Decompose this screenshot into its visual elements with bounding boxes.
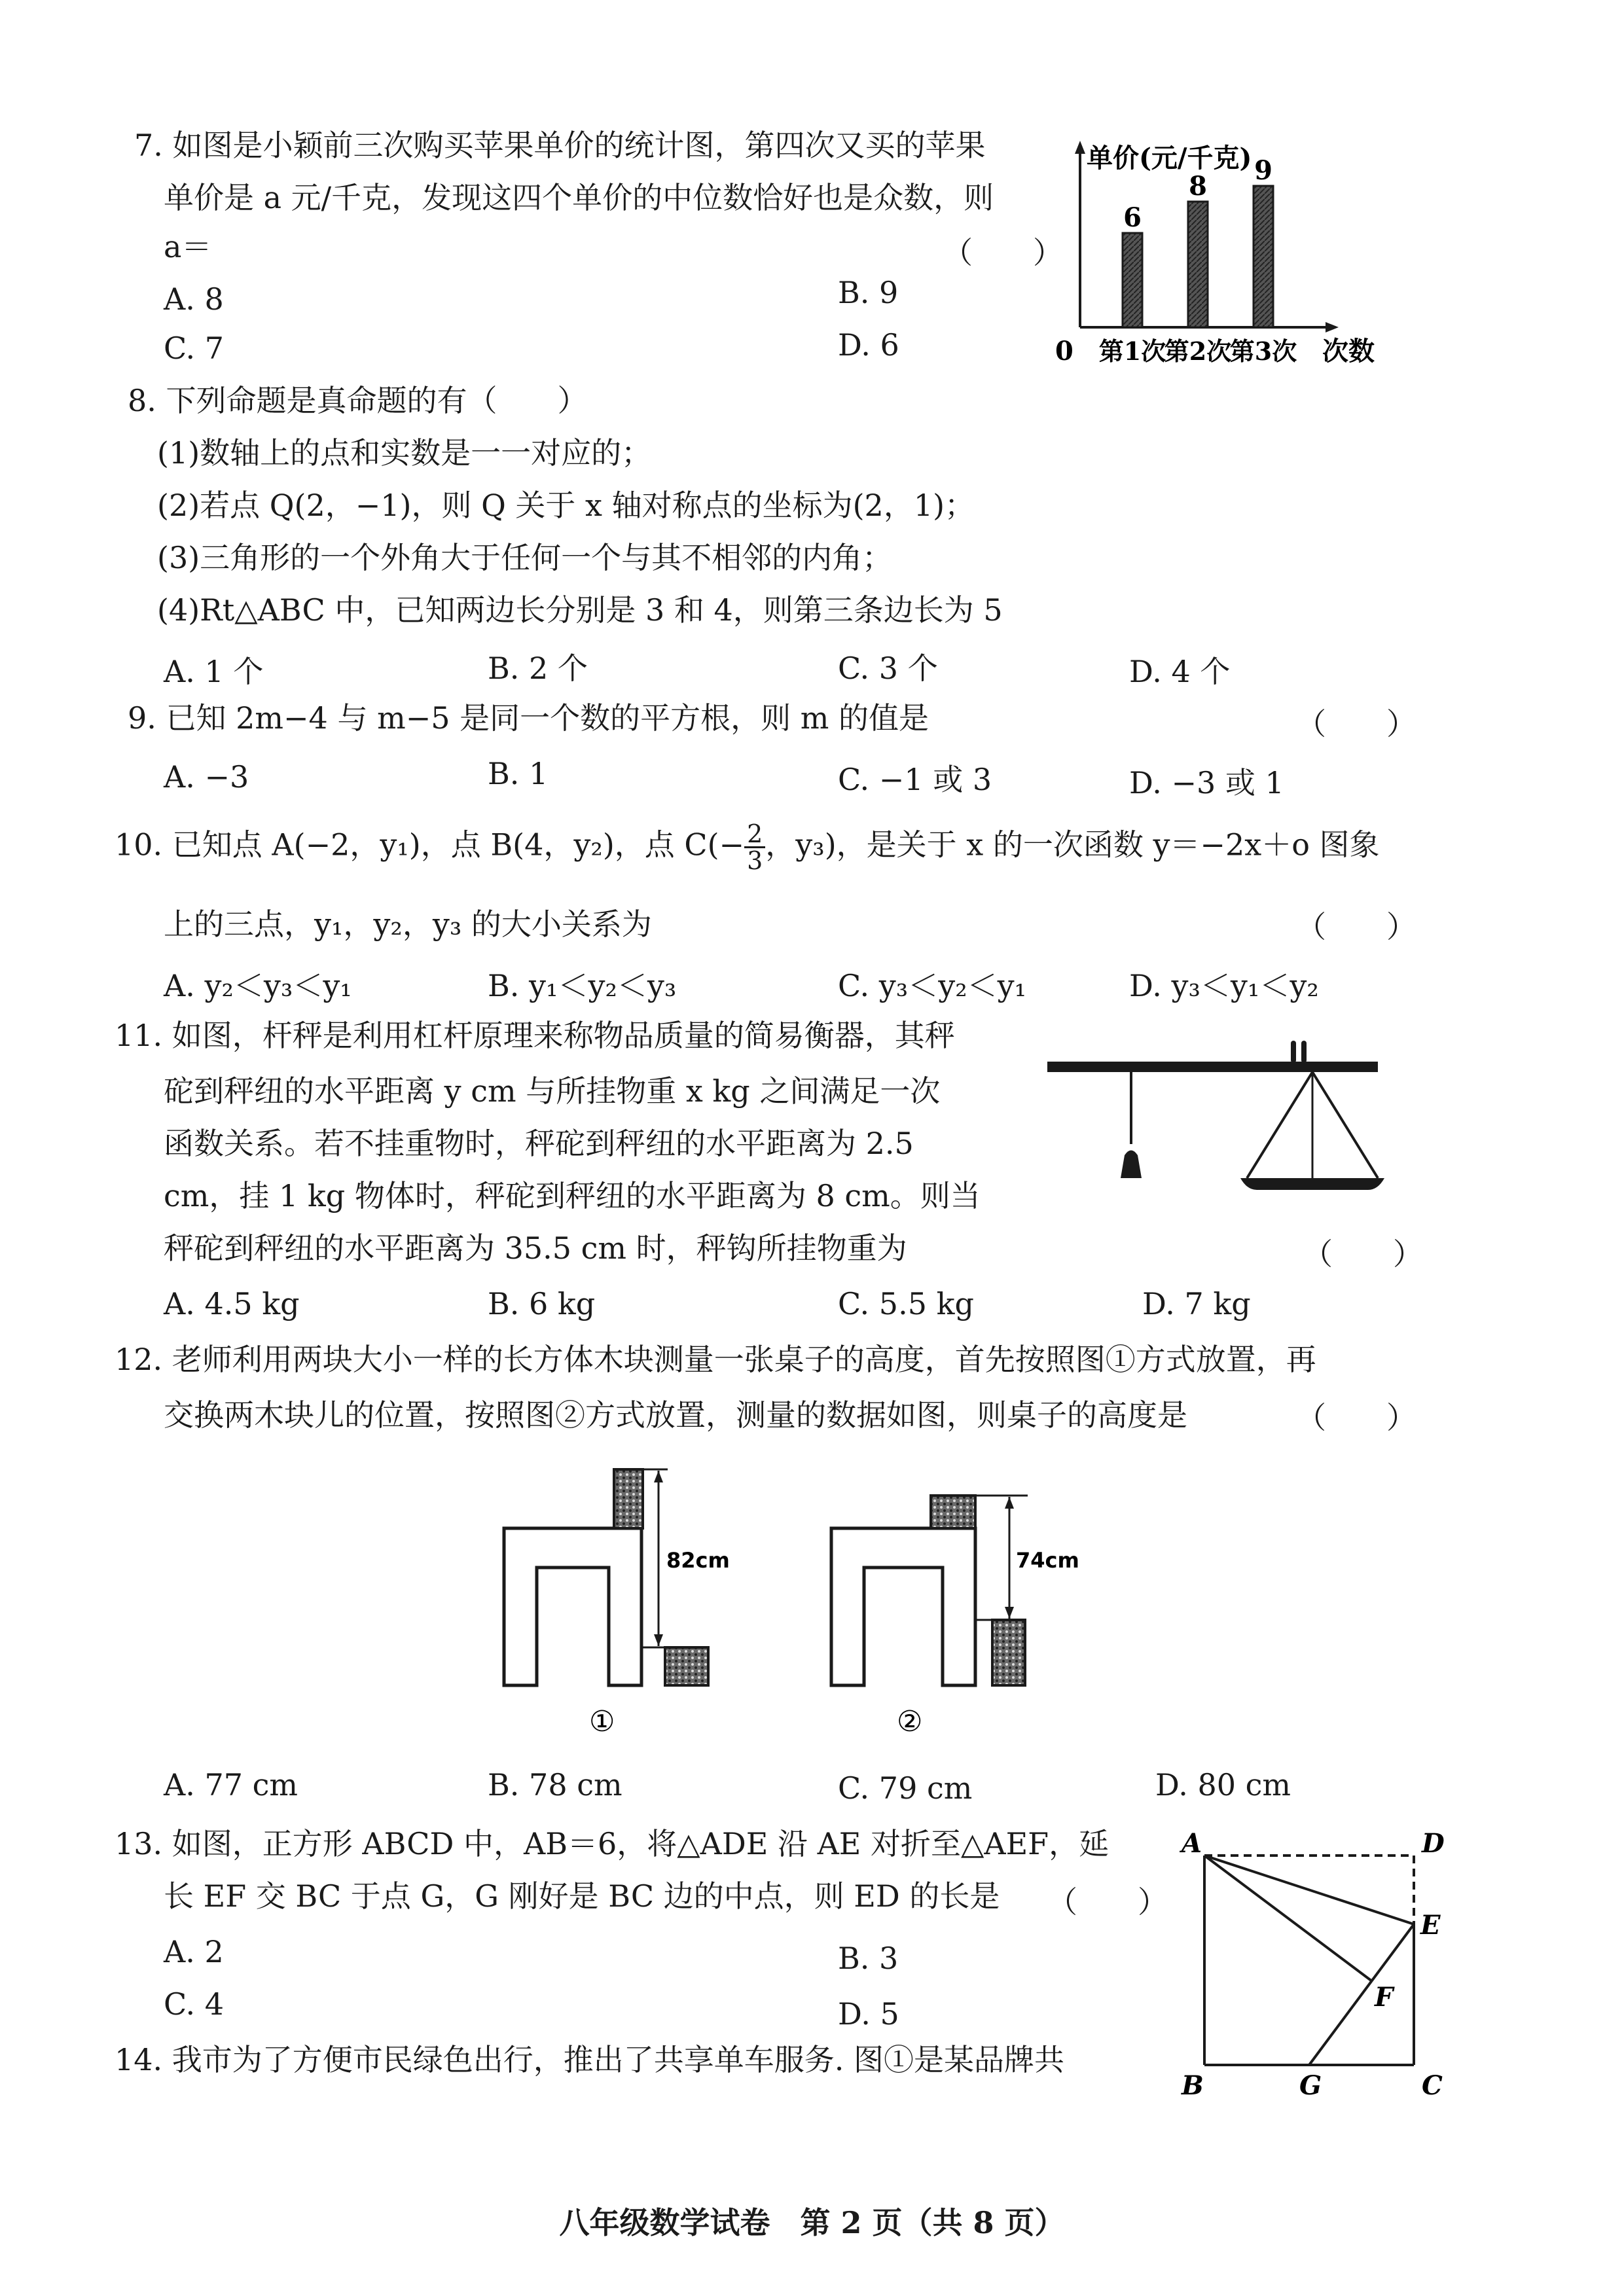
q10-stem-part-b: ，y₃)，是关于 x 的一次函数 y＝−2x＋o 图象 (765, 827, 1380, 863)
q7-option-a: A. 8 (164, 281, 224, 317)
q12-figure-1 (497, 1463, 772, 1738)
q8-statement-2: (2)若点 Q(2，−1)，则 Q 关于 x 轴对称点的坐标为(2，1)； (157, 488, 975, 523)
q11-option-b: B. 6 kg (488, 1286, 596, 1321)
label-C: C (1422, 2070, 1443, 2101)
label-E: E (1420, 1910, 1441, 1941)
measure-label-1: 82cm (666, 1548, 730, 1573)
q13-option-d: D. 5 (838, 1996, 899, 2032)
q10-stem-line1 (115, 821, 1380, 873)
q13-stem-line1: 13. 如图，正方形 ABCD 中，AB＝6，将△ADE 沿 AE 对折至△AEF，延 (115, 1826, 1110, 1861)
q10-answer-paren: （ ） (1296, 909, 1416, 944)
segment-AE (1204, 1856, 1414, 1924)
q9-option-a: A. −3 (164, 759, 249, 795)
q9-option-d: D. −3 或 1 (1129, 765, 1284, 800)
origin-label: 0 (1055, 336, 1074, 367)
bar-1 (1123, 233, 1142, 327)
q9-option-b: B. 1 (488, 756, 549, 791)
table-1 (504, 1528, 641, 1685)
q10-option-b: B. y₁＜y₂＜y₃ (488, 968, 677, 1003)
bar-value-label-1: 6 (1123, 202, 1142, 233)
q10-option-c: C. y₃＜y₂＜y₁ (838, 968, 1027, 1003)
q12-option-c: C. 79 cm (838, 1770, 973, 1806)
q14-stem-line1: 14. 我市为了方便市民绿色出行，推出了共享单车服务. 图①是某品牌共 (115, 2042, 1065, 2077)
q7-option-b: B. 9 (838, 275, 899, 310)
q7-answer-paren: （ ） (943, 235, 1063, 270)
q8-option-b: B. 2 个 (488, 651, 588, 686)
q11-stem-line5: 秤砣到秤纽的水平距离为 35.5 cm 时，秤钩所挂物重为 (164, 1230, 907, 1266)
measure-arrow-up-1 (654, 1471, 663, 1482)
measure-arrow-down-1 (654, 1634, 663, 1646)
q11-stem-line1: 11. 如图，杆秤是利用杠杆原理来称物品质量的简易衡器，其秤 (115, 1018, 955, 1053)
q11-stem-line3: 函数关系。若不挂重物时，秤砣到秤纽的水平距离为 2.5 (164, 1126, 914, 1161)
q10-frac-numerator: 2 (744, 821, 765, 848)
x-tick-label-3: 第3次 (1229, 336, 1297, 366)
x-axis-label: 次数 (1322, 336, 1375, 367)
x-axis-arrow (1326, 322, 1339, 332)
measure-arrow-down-2 (1005, 1607, 1014, 1619)
q10-option-a: A. y₂＜y₃＜y₁ (164, 968, 352, 1003)
q12-figure-2 (825, 1463, 1100, 1738)
q12-stem-line1: 12. 老师利用两块大小一样的长方体木块测量一张桌子的高度，首先按照图①方式放置，再 (115, 1342, 1316, 1377)
q10-option-d: D. y₃＜y₁＜y₂ (1129, 968, 1319, 1003)
pan-string-left (1247, 1072, 1312, 1178)
q8-option-c: C. 3 个 (838, 651, 938, 686)
q7-stem-line1: 7. 如图是小颖前三次购买苹果单价的统计图，第四次又买的苹果 (134, 128, 986, 163)
steelyard-pan (1240, 1178, 1384, 1190)
q12-option-b: B. 78 cm (488, 1767, 623, 1803)
q12-option-a: A. 77 cm (164, 1767, 298, 1803)
q8-option-d: D. 4 个 (1129, 654, 1231, 689)
q13-square-figure (1178, 1826, 1453, 2108)
q13-answer-paren: （ ） (1047, 1884, 1168, 1920)
measure-arrow-up-2 (1005, 1497, 1014, 1509)
bar-value-label-2: 8 (1189, 171, 1207, 202)
q11-stem-line4: cm，挂 1 kg 物体时，秤砣到秤纽的水平距离为 8 cm。则当 (164, 1178, 981, 1213)
x-tick-label-1: 第1次 (1098, 336, 1166, 366)
measure-label-2: 74cm (1016, 1548, 1079, 1573)
q11-option-d: D. 7 kg (1142, 1286, 1251, 1321)
q8-statement-1: (1)数轴上的点和实数是一一对应的； (157, 435, 652, 471)
q12-stem-line2: 交换两木块儿的位置，按照图②方式放置，测量的数据如图，则桌子的高度是 (164, 1397, 1187, 1433)
page-footer: 八年级数学试卷 第 2 页（共 8 页） (559, 2205, 1065, 2240)
q11-answer-paren: （ ） (1303, 1236, 1423, 1272)
q7-bar-chart (1034, 131, 1401, 380)
steelyard-weight (1121, 1151, 1142, 1179)
q12-option-d: D. 80 cm (1155, 1767, 1291, 1803)
block-top-2 (931, 1496, 975, 1528)
q11-stem-line2: 砣到秤纽的水平距离 y cm 与所挂物重 x kg 之间满足一次 (164, 1073, 941, 1109)
y-axis-arrow (1075, 141, 1085, 154)
q8-statement-3: (3)三角形的一个外角大于任何一个与其不相邻的内角； (157, 540, 893, 575)
label-G: G (1299, 2070, 1322, 2101)
q10-frac-denominator: 3 (747, 846, 763, 875)
figure-1-label: ① (589, 1705, 615, 1738)
block-bottom-2 (992, 1620, 1025, 1685)
x-tick-label-2: 第2次 (1164, 336, 1232, 366)
q10-fraction (744, 821, 765, 873)
y-axis-label: 单价(元/千克) (1087, 143, 1252, 173)
q13-option-c: C. 4 (164, 1986, 225, 2022)
q7-option-c: C. 7 (164, 331, 225, 366)
q9-stem: 9. 已知 2m−4 与 m−5 是同一个数的平方根，则 m 的值是 (128, 700, 929, 736)
q13-stem-line2: 长 EF 交 BC 于点 G，G 刚好是 BC 边的中点，则 ED 的长是 (164, 1878, 1000, 1914)
label-A: A (1182, 1828, 1202, 1859)
q8-option-a: A. 1 个 (164, 654, 264, 689)
bar-3 (1254, 186, 1273, 327)
q11-steelyard-figure (1047, 1021, 1388, 1204)
bar-2 (1188, 202, 1208, 327)
q9-option-c: C. −1 或 3 (838, 762, 992, 797)
pan-string-right (1312, 1072, 1378, 1178)
q10-stem-line2: 上的三点，y₁，y₂，y₃ 的大小关系为 (164, 906, 652, 942)
q7-option-d: D. 6 (838, 327, 899, 363)
segment-AF (1204, 1856, 1372, 1981)
q8-stem: 8. 下列命题是真命题的有（ ） (128, 383, 588, 418)
block-bottom-1 (665, 1647, 708, 1685)
q9-answer-paren: （ ） (1296, 706, 1416, 742)
q12-answer-paren: （ ） (1296, 1400, 1416, 1435)
q11-option-c: C. 5.5 kg (838, 1286, 974, 1321)
q11-option-a: A. 4.5 kg (164, 1286, 300, 1321)
q13-option-a: A. 2 (164, 1934, 224, 1969)
steelyard-knob-left (1291, 1041, 1296, 1063)
q10-stem-part-a: 10. 已知点 A(−2，y₁)，点 B(4，y₂)，点 C(− (115, 827, 745, 863)
label-B: B (1182, 2070, 1204, 2101)
q7-stem-line3: a＝ (164, 229, 212, 264)
q7-stem-line2: 单价是 a 元/千克，发现这四个单价的中位数恰好也是众数，则 (164, 180, 994, 215)
steelyard-knob-right (1301, 1041, 1307, 1063)
steelyard-beam (1047, 1062, 1378, 1072)
figure-2-label: ② (897, 1705, 923, 1738)
label-F: F (1375, 1982, 1394, 2013)
bar-value-label-3: 9 (1254, 155, 1272, 186)
block-top-1 (614, 1469, 643, 1528)
label-D: D (1422, 1828, 1445, 1859)
q13-option-b: B. 3 (838, 1941, 899, 1976)
table-2 (831, 1528, 975, 1685)
q8-statement-4: (4)Rt△ABC 中，已知两边长分别是 3 和 4，则第三条边长为 5 (157, 592, 1003, 628)
